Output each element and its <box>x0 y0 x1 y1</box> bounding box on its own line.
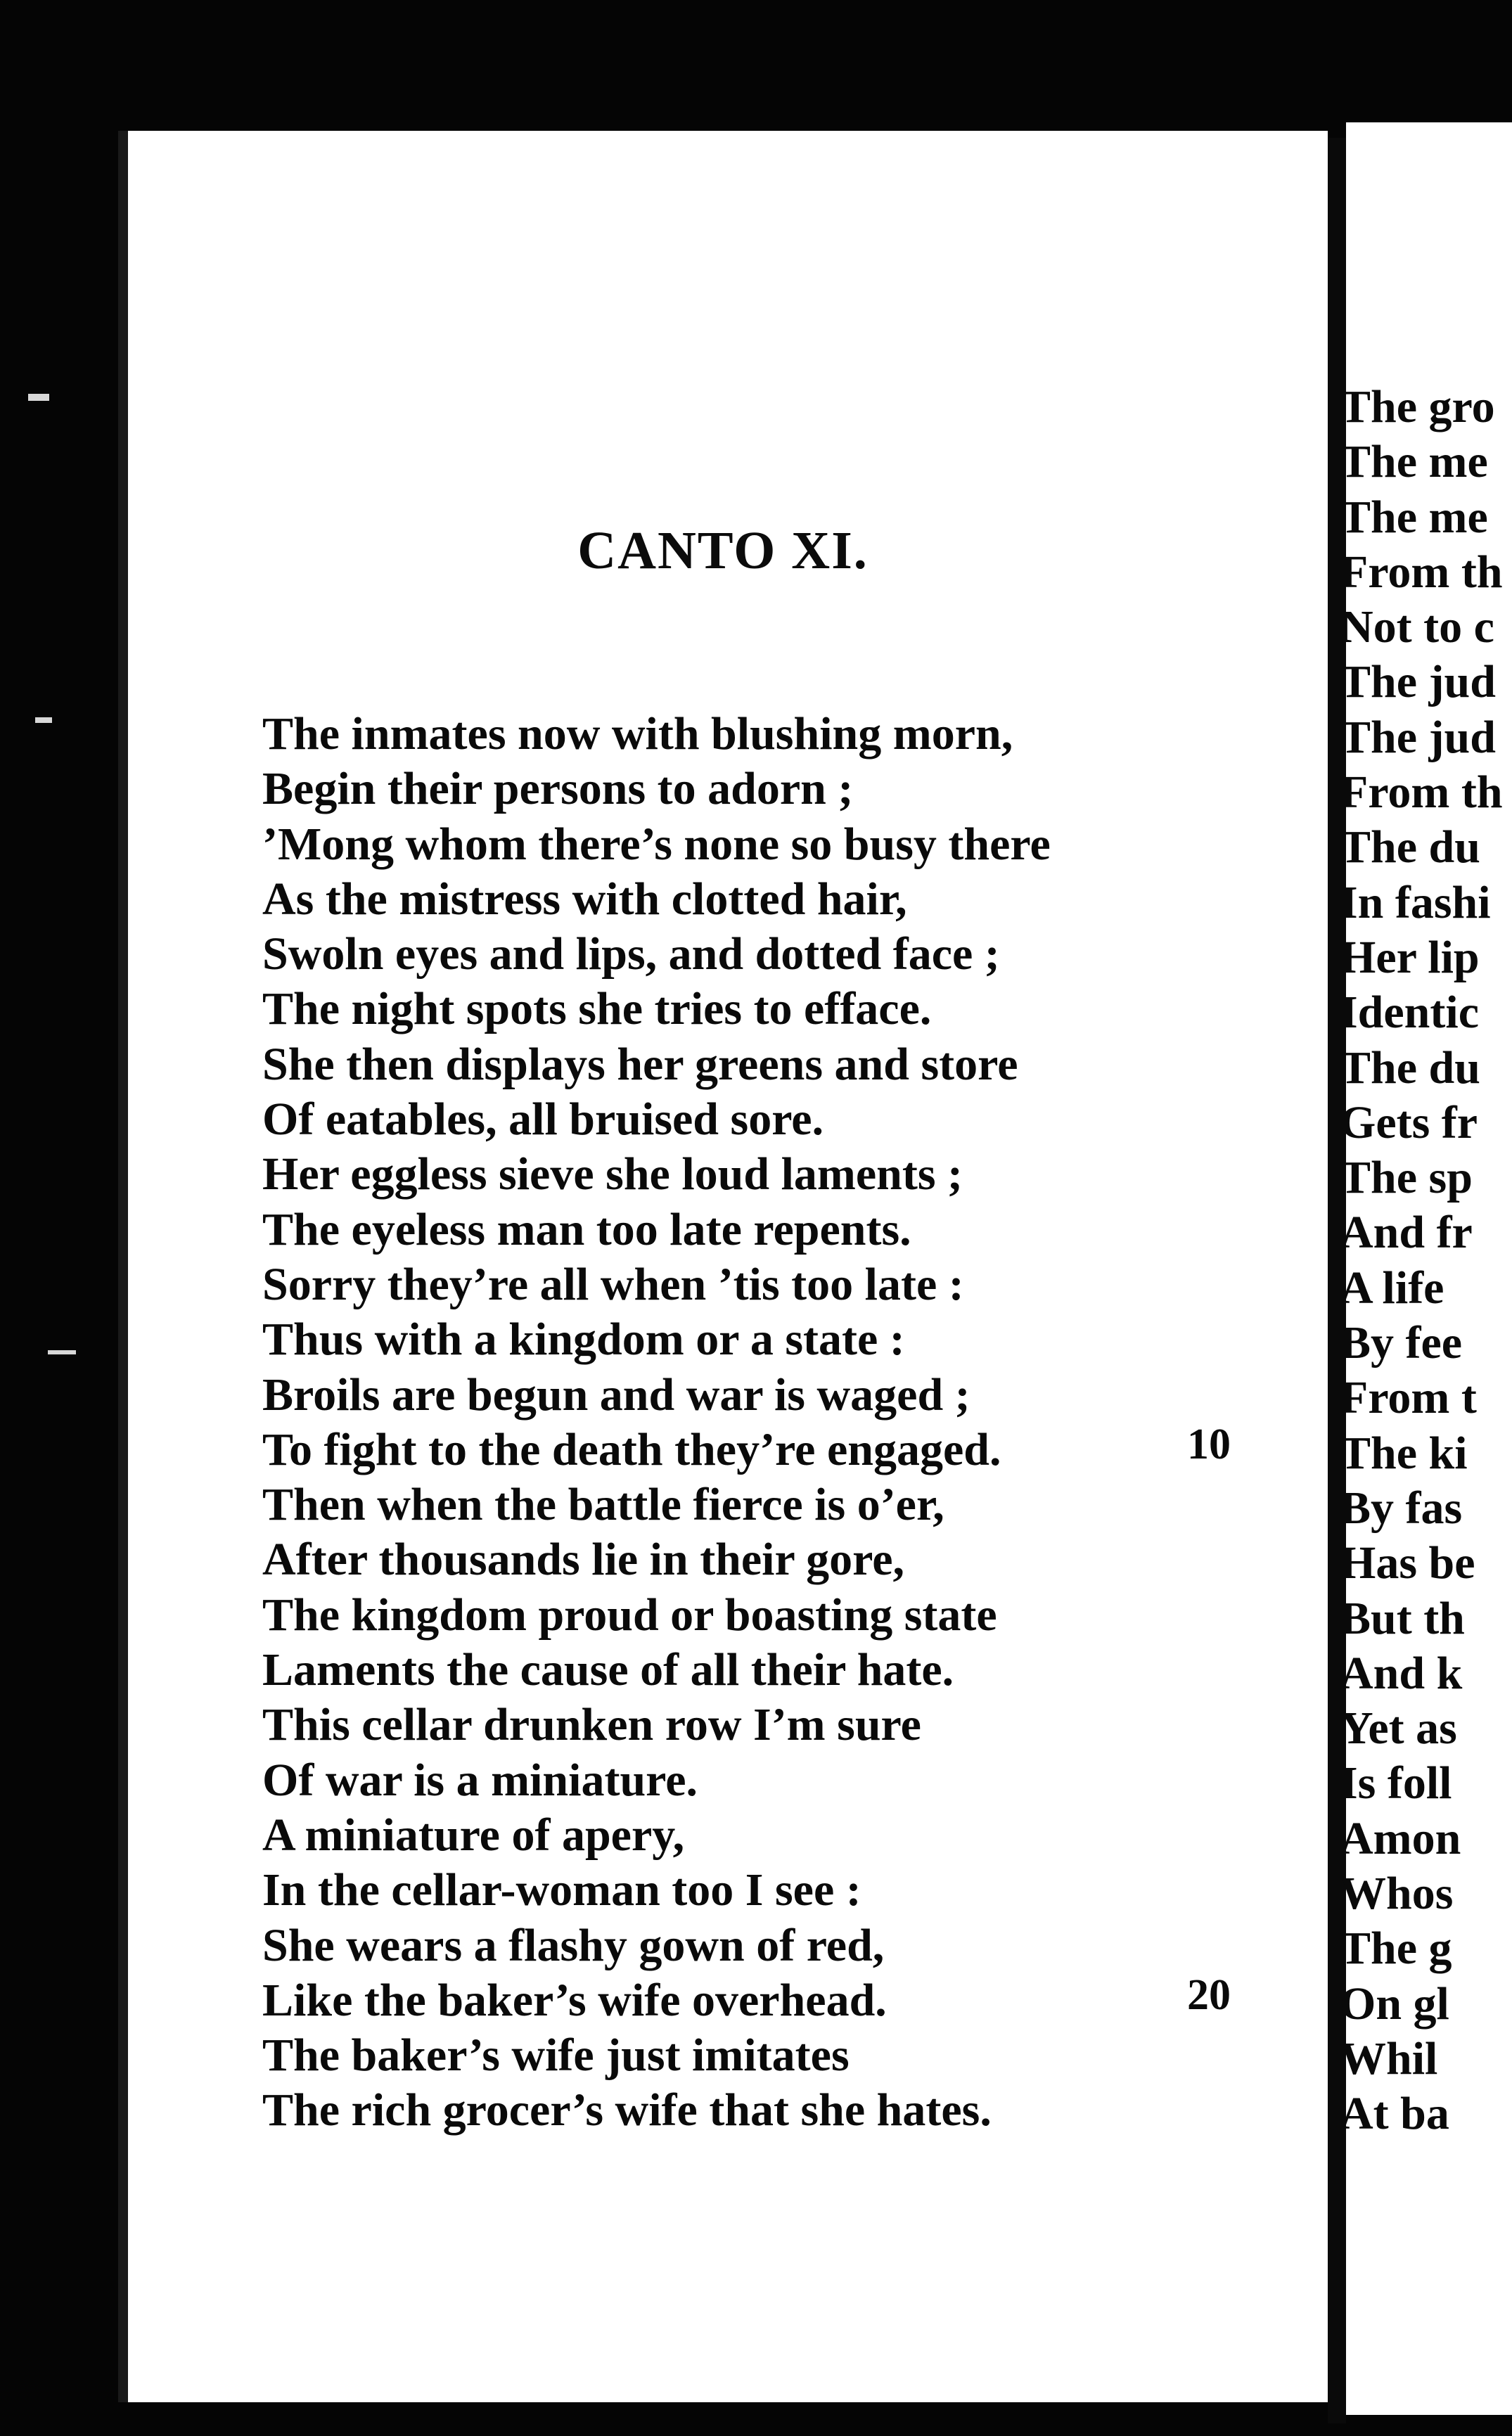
poem-lines <box>262 707 1247 2139</box>
poem-line: Begin their persons to adorn ; <box>262 763 854 815</box>
right-page-lines <box>1340 380 1512 2142</box>
line-number: 10 <box>1187 1421 1231 1468</box>
right-page-line: And fr <box>1340 1207 1473 1259</box>
right-page-line: On gl <box>1340 1977 1449 2030</box>
poem-line: Of eatables, all bruised sore. <box>262 1094 824 1146</box>
poem-line: Sorry they’re all when ’tis too late : <box>262 1258 964 1310</box>
right-page-line: Yet as <box>1340 1703 1457 1755</box>
page-edge-speck <box>48 1350 76 1354</box>
page-edge-speck <box>28 394 49 401</box>
poem-line: Swoln eyes and lips, and dotted face ; <box>262 928 1000 980</box>
right-page-line: The ki <box>1340 1427 1468 1479</box>
right-page-line: From th <box>1340 546 1503 598</box>
right-page-line: The sp <box>1340 1152 1473 1204</box>
right-page-line: Amon <box>1340 1812 1461 1864</box>
right-page-line: From t <box>1340 1372 1477 1424</box>
right-page-line: Identic <box>1340 987 1479 1039</box>
poem-line: She then displays her greens and store <box>262 1038 1018 1090</box>
right-page-line: Has be <box>1340 1537 1475 1589</box>
right-page-line: At ba <box>1340 2088 1449 2140</box>
right-page-line: The jud <box>1340 656 1496 708</box>
right-page-line: A life <box>1340 1262 1444 1314</box>
poem-line: Laments the cause of all their hate. <box>262 1644 954 1696</box>
poem-line: This cellar drunken row I’m sure <box>262 1699 921 1751</box>
line-number: 20 <box>1187 1971 1231 2019</box>
right-page-line: Not to c <box>1340 601 1494 653</box>
right-page-line: Whos <box>1340 1868 1454 1920</box>
right-page-line: The me <box>1340 436 1488 488</box>
poem-line: The rich grocer’s wife that she hates. <box>262 2084 992 2136</box>
poem-line: The baker’s wife just imitates <box>262 2030 850 2082</box>
right-page-line: Her lip <box>1340 931 1480 983</box>
poem-line: After thousands lie in their gore, <box>262 1534 905 1586</box>
poem-line: Thus with a kingdom or a state : <box>262 1314 905 1366</box>
right-page-line: By fee <box>1340 1317 1463 1369</box>
right-page-line: The gro <box>1340 381 1495 432</box>
poem-line: The inmates now with blushing morn, <box>262 708 1013 759</box>
poem-line: Then when the battle fierce is o’er, <box>262 1479 944 1531</box>
right-page-line: The du <box>1340 1041 1480 1094</box>
poem-line: As the mistress with clotted hair, <box>262 873 907 925</box>
poem-line: Of war is a miniature. <box>262 1754 698 1806</box>
right-page-line: Is foll <box>1340 1757 1452 1809</box>
right-page-line: From th <box>1340 767 1503 819</box>
poem-line: ’Mong whom there’s none so busy there <box>262 818 1051 870</box>
poem-line: The kingdom proud or boasting state <box>262 1589 997 1641</box>
right-page-line: By fas <box>1340 1482 1463 1534</box>
right-page-line: In fashi <box>1340 876 1491 928</box>
poem-line: Like the baker’s wife overhead. <box>262 1974 887 2026</box>
right-page-line: The du <box>1340 821 1480 873</box>
poem-line: She wears a flashy gown of red, <box>262 1919 885 1971</box>
right-page-line: Gets fr <box>1340 1096 1478 1148</box>
page-edge-speck <box>35 717 52 723</box>
poem-line: In the cellar-woman too I see : <box>262 1864 861 1916</box>
right-page-line: The me <box>1340 491 1488 543</box>
poem-line: The night spots she tries to efface. <box>262 983 932 1035</box>
poem-line: Her eggless sieve she loud laments ; <box>262 1148 963 1200</box>
right-page-line: The jud <box>1340 711 1496 763</box>
poem-line: Broils are begun and war is waged ; <box>262 1368 970 1421</box>
right-page-line: The g <box>1340 1923 1452 1975</box>
poem-line: The eyeless man too late repents. <box>262 1203 911 1255</box>
poem-line: To fight to the death they’re engaged. <box>262 1423 1001 1475</box>
canto-title: CANTO XI. <box>577 521 869 580</box>
poem-line: A miniature of apery, <box>262 1809 685 1861</box>
right-page-line: Whil <box>1340 2032 1438 2084</box>
right-page-line: But th <box>1340 1592 1465 1644</box>
right-page-line: And k <box>1340 1647 1463 1699</box>
